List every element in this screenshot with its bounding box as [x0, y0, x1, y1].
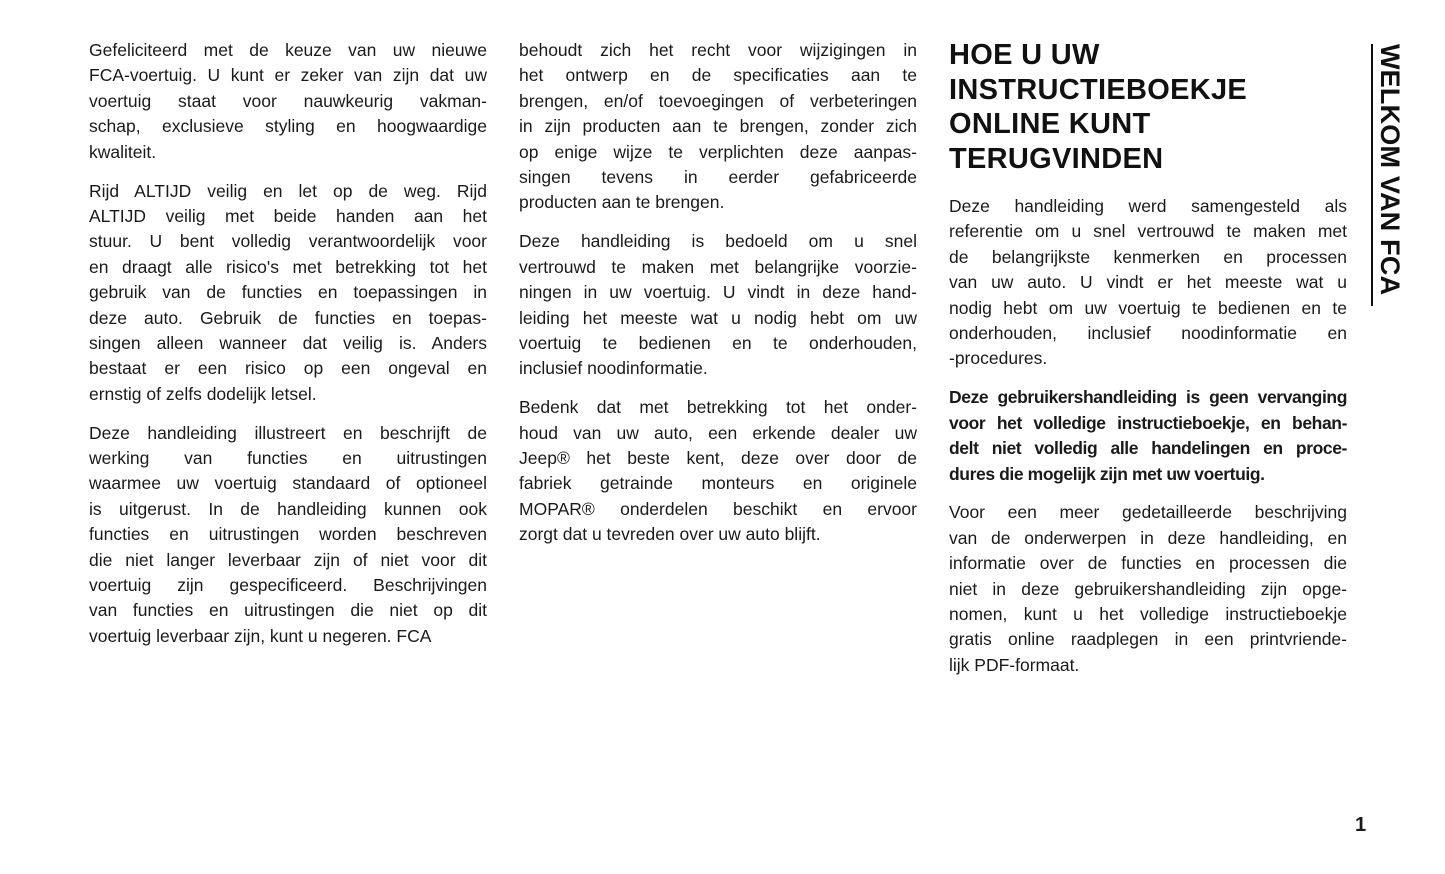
page-number: 1 [1355, 814, 1367, 836]
text-line: informatie over de functies en processen die [949, 553, 1347, 574]
text-line: gebruik van de functies en toepassingen in [89, 282, 487, 303]
text-line: dures die mogelijk zijn met uw voertuig. [949, 463, 1265, 484]
text-line: stuur. U bent volledig verantwoordelijk voor [89, 231, 487, 252]
text-line: voertuig te bedienen en te onderhouden, [519, 332, 917, 353]
text-line: houd van uw auto, een erkende dealer uw [519, 422, 917, 443]
text-line: singen alleen wanneer dat veilig is. Anders [89, 332, 487, 353]
text-line: op enige wijze te verplichten deze aanpas- [519, 141, 917, 162]
text-line: behoudt zich het recht voor wijzigingen in [519, 40, 917, 60]
text-line: leiding het meeste wat u nodig hebt om uw [519, 307, 917, 328]
text-line: onderhouden, inclusief noodinformatie en [949, 322, 1347, 343]
text-line: Deze handleiding illustreert en beschrijft de [89, 422, 487, 443]
paragraph [949, 194, 1347, 372]
text-line: het ontwerp en de specificaties aan te [519, 65, 917, 86]
text-line: brengen, en/of toevoegingen of verbeteringen [519, 90, 917, 111]
text-line: functies en uitrustingen worden beschreven [89, 524, 487, 545]
text-line: werking van functies en uitrustingen [89, 448, 487, 469]
text-line: ningen in uw voertuig. U vindt in deze hand- [519, 282, 917, 303]
text-line: die niet langer leverbaar zijn of niet voor dit [89, 549, 487, 570]
text-line: voor het volledige instructieboekje, en behan- [949, 412, 1347, 433]
text-line: vertrouwd te maken met belangrijke voorzie- [519, 256, 917, 277]
text-line: is uitgerust. In de handleiding kunnen ook [89, 498, 487, 519]
text-line: Bedenk dat met betrekking tot het onder- [519, 397, 917, 418]
text-line: van uw auto. U vindt er het meeste wat u [949, 272, 1347, 293]
text-line: de belangrijkste kenmerken en processen [949, 246, 1347, 267]
text-line: Voor een meer gedetailleerde beschrijving [949, 502, 1347, 523]
text-line: voertuig staat voor nauwkeurig vakman- [89, 90, 487, 111]
text-line: nodig hebt om uw voertuig te bedienen en te [949, 297, 1347, 318]
heading-line: ONLINE KUNT [949, 108, 1151, 140]
text-line: nomen, kunt u het volledige instructieboekje [949, 604, 1347, 625]
text-line: delt niet volledig alle handelingen en proce- [949, 438, 1347, 459]
text-line: van de onderwerpen in deze handleiding, en [949, 527, 1347, 548]
bold-paragraph [949, 385, 1347, 487]
text-line: Jeep® het beste kent, deze over door de [519, 448, 917, 469]
paragraph [949, 500, 1347, 678]
text-line: niet in deze gebruikershandleiding zijn opge- [949, 578, 1347, 599]
text-line: Deze handleiding is bedoeld om u snel [519, 231, 917, 252]
text-line: voertuig zijn gespecificeerd. Beschrijvingen [89, 575, 487, 595]
text-line: MOPAR® onderdelen beschikt en ervoor [519, 498, 917, 519]
section-heading [949, 38, 1347, 176]
column-2 [519, 38, 917, 561]
text-line: -procedures. [949, 348, 1048, 369]
text-line: singen tevens in eerder gefabriceerde [519, 166, 917, 187]
text-line: Gefeliciteerd met de keuze van uw nieuwe [89, 40, 487, 60]
paragraph [89, 421, 487, 650]
text-line: deze auto. Gebruik de functies en toepas- [89, 307, 487, 328]
text-line: in zijn producten aan te brengen, zonder zich [519, 116, 917, 137]
text-line: fabriek getrainde monteurs en originele [519, 473, 917, 494]
paragraph [89, 179, 487, 408]
text-line: referentie om u snel vertrouwd te maken met [949, 221, 1347, 242]
heading-line: HOE U UW [949, 39, 1100, 71]
text-line: FCA-voertuig. U kunt er zeker van zijn dat uw [89, 65, 487, 86]
text-line: Rijd ALTIJD veilig en let op de weg. Rijd [89, 180, 487, 201]
text-line: ernstig of zelfs dodelijk letsel. [89, 383, 317, 404]
text-line: lijk PDF-formaat. [949, 654, 1080, 675]
column-1 [89, 38, 487, 663]
paragraph [519, 229, 917, 381]
paragraph [89, 38, 487, 165]
text-line: ALTIJD veilig met beide handen aan het [89, 205, 487, 226]
heading-line: TERUGVINDEN [949, 142, 1164, 175]
paragraph [519, 38, 917, 216]
text-line: schap, exclusieve styling en hoogwaardige [89, 116, 487, 137]
text-line: producten aan te brengen. [519, 192, 725, 213]
text-line: bestaat er een risico op een ongeval en [89, 358, 487, 379]
paragraph [519, 395, 917, 547]
text-line: gratis online raadplegen in een printvriende- [949, 629, 1347, 650]
text-line: waarmee uw voertuig standaard of optioneel [89, 473, 487, 494]
section-side-label: WELKOM VAN FCA [1371, 44, 1405, 306]
heading-line: INSTRUCTIEBOEKJE [949, 73, 1248, 106]
text-line: en draagt alle risico's met betrekking tot het [89, 256, 487, 277]
text-line: voertuig leverbaar zijn, kunt u negeren. FCA [89, 625, 432, 646]
text-line: Deze handleiding werd samengesteld als [949, 196, 1347, 216]
text-line: kwaliteit. [89, 141, 157, 162]
text-line: inclusief noodinformatie. [519, 358, 708, 379]
column-3 [949, 38, 1347, 692]
text-line: van functies en uitrustingen die niet op dit [89, 600, 487, 621]
text-line: zorgt dat u tevreden over uw auto blijft. [519, 524, 821, 545]
text-line: Deze gebruikershandleiding is geen vervanging [949, 387, 1347, 408]
